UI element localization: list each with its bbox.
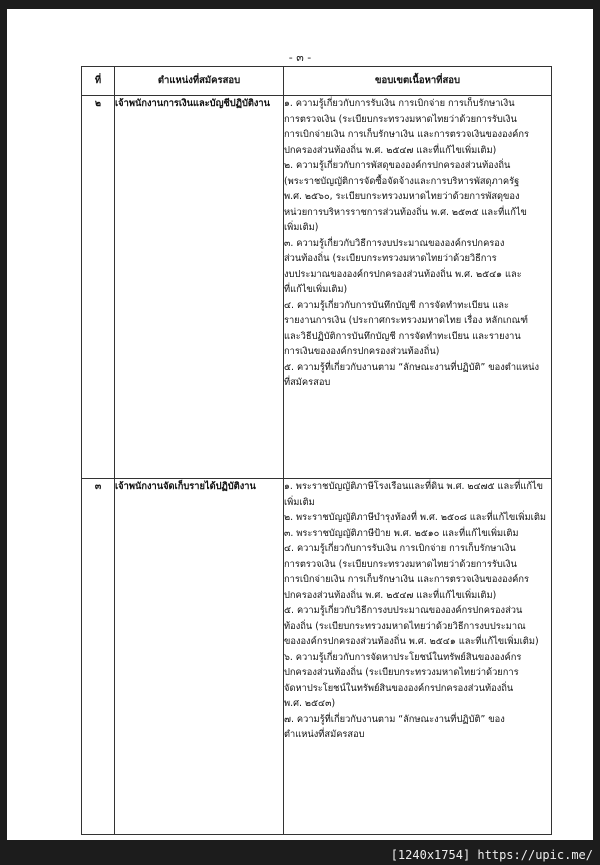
scope-item: ๗. ความรู้ที่เกี่ยวกับงานตาม “ลักษณะงานที่ปฏิบัติ” ของ ตำแหน่งที่สมัครสอบ — [284, 713, 505, 740]
header-no: ที่ — [82, 67, 115, 96]
scope-item: ๒. พระราชบัญญัติภาษีบำรุงท้องที่ พ.ศ. ๒๕๐๘ และที่แก้ไขเพิ่มเติม — [284, 512, 547, 523]
exam-scope-table — [81, 66, 552, 835]
scope-item: ๓. พระราชบัญญัติภาษีป้าย พ.ศ. ๒๕๑๐ และที่แก้ไขเพิ่มเติม — [284, 527, 519, 539]
page-number: - ๓ - — [288, 51, 312, 64]
scope-cell — [284, 479, 552, 835]
table-header-row — [82, 67, 552, 96]
row-number: ๒ — [82, 96, 115, 479]
scope-cell — [284, 96, 552, 479]
table-row — [82, 96, 552, 479]
image-host-watermark: [1240x1754] https://upic.me/ — [390, 848, 593, 862]
header-scope: ขอบเขตเนื้อหาที่สอบ — [284, 67, 552, 96]
scope-item: ๓. ความรู้เกี่ยวกับวิธีการงบประมาณขององค์กรปกครอง ส่วนท้องถิ่น (ระเบียบกระทรวงมหาดไทยว่าด้วยวิธีการ งบประมาณขององค์กรปกครองส่วนท้องถิ่น พ.ศ. ๒๕๔๑ และ ที่แก้ไขเพิ่มเติม) — [284, 237, 522, 295]
scope-item: ๖. ความรู้เกี่ยวกับการจัดหาประโยชน์ในทรัพย์สินขององค์กร ปกครองส่วนท้องถิ่น (ระเบียบกระทรวงมหาดไทยว่าด้วยการ จัดหาประโยชน์ในทรัพย์สินขององค์กรปกครองส่วนท้องถิ่น พ.ศ. ๒๕๔๓) — [284, 651, 522, 709]
scope-item: ๔. ความรู้เกี่ยวกับการรับเงิน การเบิกจ่าย การเก็บรักษาเงิน การตรวจเงิน (ระเบียบกระทรวงมหาดไทยว่าด้วยการรับเงิน การเบิกจ่ายเงิน การเก็บรักษาเงิน และการตรวจเงินขององค์กร ปกครองส่วนท้องถิ่น พ.ศ. ๒๕๔๗ และที่แก้ไขเพิ่มเติม) — [284, 543, 529, 601]
scope-item: ๑. พระราชบัญญัติภาษีโรงเรือนและที่ดิน พ.ศ. ๒๔๗๕ และที่แก้ไข เพิ่มเติม — [284, 481, 544, 508]
scope-item: ๒. ความรู้เกี่ยวกับการพัสดุขององค์กรปกครองส่วนท้องถิ่น (พระราชบัญญัติการจัดซื้อจัดจ้างและการบริหารพัสดุภาครัฐ พ.ศ. ๒๕๖๐, ระเบียบกระทรวงมหาดไทยว่าด้วยการพัสดุของ หน่วยการบริหารราชการส่วนท้องถิ่น พ.ศ. ๒๕๓๕ และที่แก้ไข เพิ่มเติม) — [284, 160, 527, 233]
scope-item: ๑. ความรู้เกี่ยวกับการรับเงิน การเบิกจ่าย การเก็บรักษาเงิน การตรวจเงิน (ระเบียบกระทรวงมหาดไทยว่าด้วยการรับเงิน การเบิกจ่ายเงิน การเก็บรักษาเงิน และการตรวจเงินขององค์กร ปกครองส่วนท้องถิ่น พ.ศ. ๒๕๔๗ และที่แก้ไขเพิ่มเติม) — [284, 98, 529, 156]
scope-item: ๕. ความรู้ที่เกี่ยวกับงานตาม “ลักษณะงานที่ปฏิบัติ” ของตำแหน่ง ที่สมัครสอบ — [284, 361, 540, 388]
row-number: ๓ — [82, 479, 115, 835]
position-title: เจ้าพนักงานการเงินและบัญชีปฏิบัติงาน — [115, 96, 284, 479]
position-title: เจ้าพนักงานจัดเก็บรายได้ปฏิบัติงาน — [115, 479, 284, 835]
scope-item: ๕. ความรู้เกี่ยวกับวิธีการงบประมาณขององค์กรปกครองส่วน ท้องถิ่น (ระเบียบกระทรวงมหาดไทยว่าด้วยวิธีการงบประมาณ ขององค์กรปกครองส่วนท้องถิ่น พ.ศ. ๒๕๔๑ และที่แก้ไขเพิ่มเติม) — [284, 605, 539, 647]
scope-item: ๔. ความรู้เกี่ยวกับการบันทึกบัญชี การจัดทำทะเบียน และ รายงานการเงิน (ประกาศกระทรวงมหาดไทย เรื่อง หลักเกณฑ์ และวิธีปฏิบัติการบันทึกบัญชี การจัดทำทะเบียน และรายงาน การเงินขององค์กรปกครองส่วนท้องถิ่น) — [284, 299, 528, 357]
table-row — [82, 479, 552, 835]
document-page — [7, 9, 593, 840]
header-position: ตำแหน่งที่สมัครสอบ — [115, 67, 284, 96]
